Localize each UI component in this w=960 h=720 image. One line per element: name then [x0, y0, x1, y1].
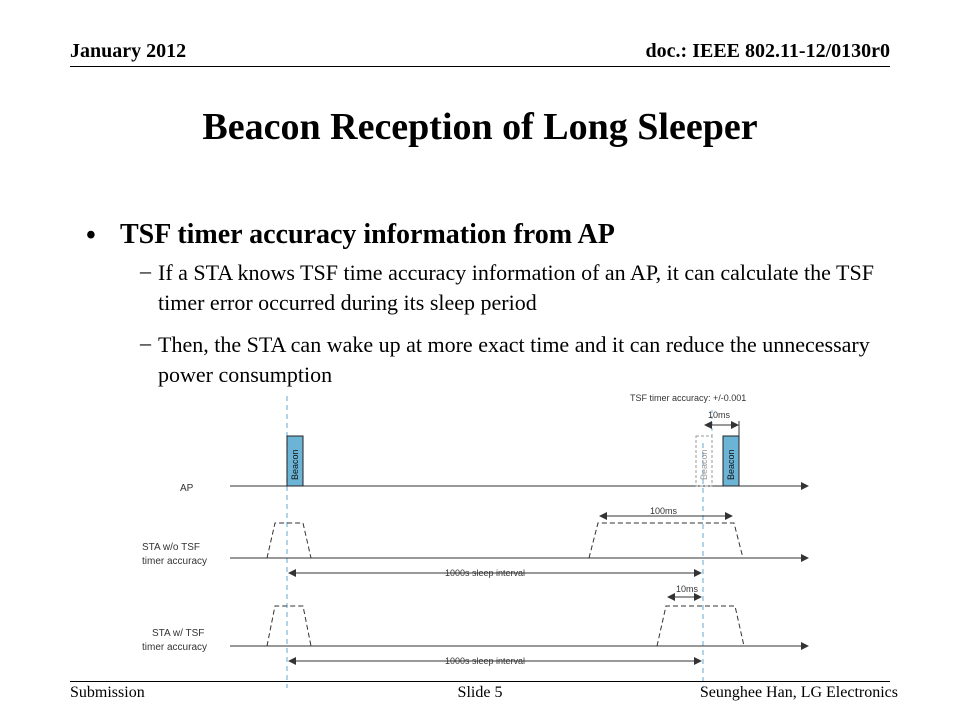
slide-title: Beacon Reception of Long Sleeper — [202, 106, 758, 148]
sta2-10ms-label: 10ms — [676, 584, 699, 594]
footer-slide-number: Slide 5 — [457, 684, 503, 701]
sta1-label-line1: STA w/o TSF — [142, 542, 200, 553]
bullet-symbol: • — [86, 220, 96, 251]
footer-submission: Submission — [70, 684, 145, 701]
ap-label: AP — [180, 483, 194, 494]
sub-bullet-text-1: If a STA knows TSF time accuracy information of an AP, it can calculate the TSF timer error occurred during its sleep period — [158, 260, 874, 315]
beacon-timing-diagram — [140, 388, 820, 688]
sta2-label-line1: STA w/ TSF — [152, 628, 205, 639]
footer-author: Seunghee Han, LG Electronics — [699, 684, 898, 701]
sub-bullet-dash-1: – — [140, 258, 151, 283]
beacon-label-1: Beacon — [290, 449, 300, 480]
sta1-sleep-label: 1000s sleep interval — [445, 568, 526, 578]
header-divider — [70, 66, 890, 67]
header-date: January 2012 — [70, 40, 187, 62]
header-doc-id: doc.: IEEE 802.11-12/0130r0 — [645, 40, 890, 62]
bullet-heading: TSF timer accuracy information from AP — [120, 219, 615, 250]
expected-beacon-label: Beacon — [699, 449, 709, 480]
sta2-sleep-label: 1000s sleep interval — [445, 656, 526, 666]
offset-10ms-top-label: 10ms — [708, 410, 731, 420]
beacon-label-2: Beacon — [726, 449, 736, 480]
sub-bullet-dash-2: – — [140, 330, 151, 355]
accuracy-label: TSF timer accuracy: +/-0.001 — [630, 393, 747, 403]
sta2-awake-window-1 — [267, 606, 311, 646]
sta1-awake-window-1 — [267, 523, 311, 558]
sta2-label-line2: timer accuracy — [142, 642, 208, 653]
sta2-awake-window-2 — [657, 606, 744, 646]
sub-bullet-text-2: Then, the STA can wake up at more exact time and it can reduce the unnecessary power consumption — [158, 332, 870, 387]
sta1-label-line2: timer accuracy — [142, 556, 208, 567]
sta1-awake-window-2 — [589, 523, 743, 558]
sta1-100ms-label: 100ms — [650, 506, 678, 516]
footer-divider — [70, 681, 890, 682]
